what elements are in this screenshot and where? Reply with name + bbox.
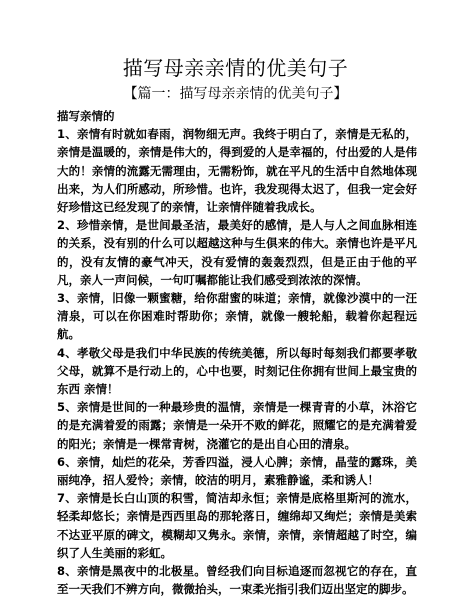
paragraph-4: 4、孝敬父母是我们中华民族的传统美德，所以每时每刻我们都要孝敬父母，就算不是行动上的，心中也要，时刻记住你拥有世间上最宝贵的东西 亲情！ xyxy=(57,345,417,397)
paragraph-8: 8、亲情是黑夜中的北极星。曾经我们向目标追逐而忽视它的存在，直至一天我们不辨方向，微微抬头，一束柔光指引我们迈出坚定的脚步。 xyxy=(57,564,417,597)
paragraph-6: 6、亲情，灿烂的花朵，芳香四溢，浸人心脾；亲情，晶莹的露珠，美丽纯净，招人爱怜；亲情，皎洁的明月，素雅静谧，柔和诱人！ xyxy=(57,454,417,488)
paragraph-1: 1、亲情有时就如春雨，润物细无声。我终于明白了，亲情是无私的，亲情是温暖的，亲情是伟大的，得到爱的人是幸福的，付出爱的人是伟大的！亲情的流露无需理由，无需粉饰，就在平凡的生活中自然地体现出来，为人们所感动，所珍惜。也许，我发现得太迟了，但我一定会好好珍惜这已经发现了的亲情，让亲情伴随着我成长。 xyxy=(57,127,417,215)
paragraph-5: 5、亲情是世间的一种最珍贵的温情，亲情是一棵青青的小草，沐浴它的是充满着爱的雨露；亲情是一朵开不败的鲜花，照耀它的是充满着爱的阳光；亲情是一棵常青树，浇灌它的是出自心田的清泉。 xyxy=(57,400,417,451)
section-subtitle: 【篇一：描写母亲亲情的优美句子】 xyxy=(123,86,348,102)
page-title: 描写母亲亲情的优美句子 xyxy=(122,56,349,80)
article-body xyxy=(57,107,417,598)
paragraph-7: 7、亲情是长白山顶的积雪，简洁却永恒；亲情是底格里斯河的流水，轻柔却悠长；亲情是西西里岛的那轮落日，缠绵却又绚烂；亲情是美索不达亚平原的碑文，模糊却又隽永。亲情，亲情，亲情超越了时空，编织了人生美丽的彩虹。 xyxy=(57,491,417,560)
paragraph-2: 2、珍惜亲情，是世间最圣洁，最美好的感情，是人与人之间血脉相连的关系，没有别的什么可以超越这种与生俱来的伟大。亲情也许是平凡的，没有友情的豪气冲天，没有爱情的轰轰烈烈，但是正由于他的平凡，亲人一声问候，一句叮嘱都能让我们感受到浓浓的深情。 xyxy=(57,218,417,287)
paragraph-3: 3、亲情，旧像一颗蜜糖，给你甜蜜的味道；亲情，就像沙漠中的一汪清泉，可以在你困难时帮助你；亲情，就像一艘轮船，载着你起程远航。 xyxy=(57,291,417,342)
section-heading: 描写亲情的 xyxy=(57,109,115,123)
